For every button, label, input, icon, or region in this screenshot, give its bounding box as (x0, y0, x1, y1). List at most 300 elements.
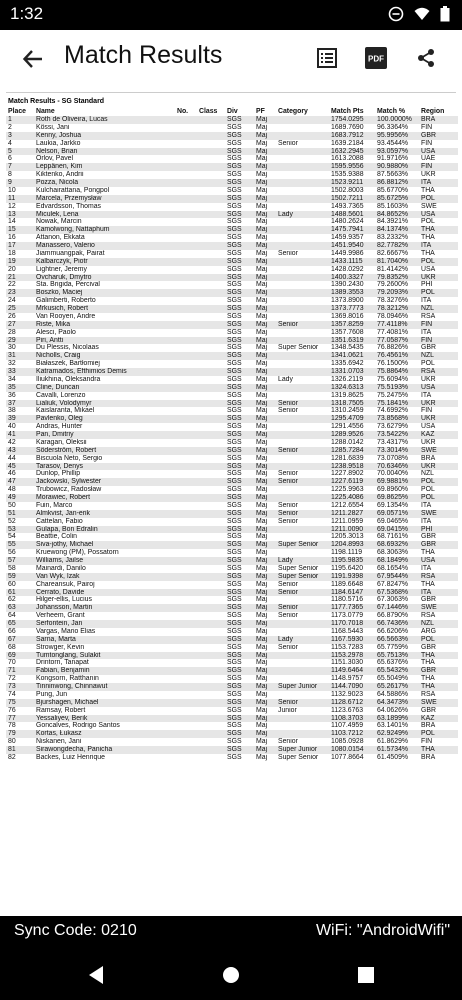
cell-match-pts: 1128.6712 (329, 699, 375, 707)
cell-class (197, 116, 225, 124)
cell-match-pct: 63.1401% (377, 722, 409, 730)
cell-no (175, 305, 197, 313)
cell-match-pts: 1480.2624 (331, 218, 364, 226)
cell-pf: Maj (254, 337, 276, 345)
cell-no (175, 486, 197, 494)
cell-match-pts: 1077.8664 (331, 753, 364, 761)
cell-region: THA (421, 675, 435, 683)
cell-match-pts: 1211.0959 (331, 517, 364, 525)
cell-match-pts: 1369.8016 (331, 312, 364, 320)
cell-no (175, 463, 197, 471)
cell-match-pts: 1153.7283 (331, 643, 364, 651)
cell-no (175, 470, 197, 478)
cell-div: SGS (227, 454, 242, 462)
cell-no (175, 116, 197, 124)
cell-match-pct: 78.3276% (377, 297, 409, 305)
table-row (6, 400, 458, 408)
cell-no (175, 313, 197, 321)
cell-name: Goncalves, Rodrigo Santos (36, 722, 120, 730)
cell-name: Hilger-ellis, Lucius (36, 596, 92, 604)
nav-back-button[interactable] (84, 963, 108, 987)
col-header-div: Div (227, 108, 238, 115)
cell-div: SGS (225, 510, 254, 518)
cell-no (175, 604, 197, 612)
share-button[interactable] (413, 45, 439, 71)
cell-name: Orlov, Pavel (36, 155, 74, 163)
page-edge-divider (6, 92, 456, 93)
table-row (6, 266, 458, 274)
col-header-match-pct: Match % (377, 108, 405, 115)
cell-div: SGS (227, 627, 242, 635)
cell-region: POL (421, 218, 435, 226)
cell-region: THA (419, 226, 458, 234)
cell-div: SGS (227, 580, 242, 588)
cell-no (175, 754, 197, 762)
cell-match-pct: 79.2093% (375, 289, 419, 297)
cell-div: SGS (225, 116, 254, 124)
table-row (6, 675, 458, 683)
cell-region: THA (419, 746, 458, 754)
cell-match-pts: 1319.8625 (331, 391, 364, 399)
cell-category (276, 242, 329, 250)
cell-region: ITA (421, 564, 432, 572)
cell-class (197, 447, 225, 455)
cell-match-pts: 1184.6147 (329, 589, 375, 597)
cell-place: 78 (8, 722, 16, 730)
cell-name: Jackowski, Sylwester (34, 478, 175, 486)
cell-no (175, 163, 197, 171)
cell-name: Miculek, Lena (34, 211, 175, 219)
table-row (6, 163, 458, 171)
cell-class (197, 218, 225, 226)
cell-match-pct: 67.3063% (377, 596, 409, 604)
cell-place: 50 (8, 501, 16, 509)
table-row (6, 352, 458, 360)
cell-pf: Maj (254, 305, 276, 313)
cell-place: 20 (8, 265, 16, 273)
cell-category (276, 715, 329, 723)
cell-region: USA (419, 148, 458, 156)
cell-match-pts: 1348.5435 (331, 344, 364, 352)
table-row (6, 691, 458, 699)
cell-match-pts: 1475.7941 (329, 226, 375, 234)
cell-div: SGS (227, 738, 242, 746)
cell-name: Karagan, Oleksii (36, 438, 87, 446)
cell-category (276, 148, 329, 156)
table-row (6, 329, 458, 337)
cell-match-pct: 69.0465% (377, 517, 409, 525)
cell-pf: Maj (256, 738, 268, 746)
cell-name: Mainardi, Danilo (36, 564, 86, 572)
table-row (6, 392, 458, 400)
cell-match-pct: 64.0626% (377, 706, 409, 714)
cell-name: Nicholls, Craig (34, 352, 175, 360)
table-row (6, 589, 458, 597)
table-row (6, 344, 458, 352)
cell-region: ITA (421, 328, 432, 336)
cell-category (276, 486, 329, 494)
cell-region: SWE (419, 699, 458, 707)
cell-match-pct: 75.2475% (377, 391, 409, 399)
cell-name: Kössi, Jani (36, 123, 70, 131)
cell-pf: Maj (256, 218, 268, 226)
cell-no (175, 289, 197, 297)
cell-pf: Maj (256, 659, 268, 667)
cell-category: Senior (278, 517, 298, 525)
cell-region: THA (421, 234, 435, 242)
table-row (6, 124, 458, 132)
cell-class (197, 407, 225, 415)
cell-place: 32 (8, 360, 16, 368)
cell-match-pct: 87.5663% (377, 171, 409, 179)
cell-name: Manassero, Valerio (34, 242, 175, 250)
cell-place: 67 (6, 636, 34, 644)
cell-match-pts: 1189.6648 (331, 580, 364, 588)
cell-div: SGS (227, 391, 242, 399)
col-header-match-pts: Match Pts (331, 108, 364, 115)
cell-pf: Maj (254, 636, 276, 644)
cell-no (175, 281, 197, 289)
cell-pf: Maj (256, 517, 268, 525)
cell-name: Nelson, Brian (34, 148, 175, 156)
cell-pf: Maj (254, 242, 276, 250)
cell-no (175, 439, 197, 447)
table-row (6, 187, 458, 195)
col-header-pf: PF (256, 108, 265, 115)
cell-match-pts: 1281.6839 (331, 454, 364, 462)
cell-no (175, 352, 197, 360)
table-row (6, 226, 458, 234)
table-row (6, 218, 458, 226)
cell-category (276, 258, 329, 266)
list-view-button[interactable] (314, 45, 340, 71)
col-header-category: Category (278, 108, 308, 115)
cell-match-pts: 1390.2430 (331, 281, 364, 289)
cell-category (276, 620, 329, 628)
cell-pf: Maj (254, 226, 276, 234)
cell-place: 59 (6, 573, 34, 581)
cell-region: RSA (421, 690, 436, 698)
cell-name: Marcela, Przemysław (34, 195, 175, 203)
cell-no (175, 589, 197, 597)
cell-pf: Maj (254, 258, 276, 266)
cell-no (175, 384, 197, 392)
cell-div: SGS (225, 289, 254, 297)
cell-pf: Maj (256, 753, 268, 761)
table-row (6, 659, 458, 667)
cell-pf: Maj (256, 312, 268, 320)
cell-place: 60 (8, 580, 16, 588)
cell-no (175, 274, 197, 282)
cell-div: SGS (225, 400, 254, 408)
cell-place: 9 (6, 179, 34, 187)
cell-region: ITA (419, 179, 458, 187)
cell-match-pct: 78.0946% (377, 312, 409, 320)
table-header-row (6, 107, 458, 116)
col-header-place: Place (8, 108, 27, 115)
cell-category: Lady (276, 211, 329, 219)
cell-pf: Maj (256, 155, 268, 163)
cell-name: Mrkusich, Robert (34, 305, 175, 313)
cell-match-pts: 1632.2945 (329, 148, 375, 156)
cell-place: 31 (6, 352, 34, 360)
cell-div: SGS (225, 337, 254, 345)
cell-div: SGS (225, 352, 254, 360)
cell-place: 35 (6, 384, 34, 392)
table-row (6, 722, 458, 730)
cell-class (197, 344, 225, 352)
table-row (6, 478, 458, 486)
cell-class (197, 533, 225, 541)
cell-pf: Maj (256, 297, 268, 305)
cell-match-pts: 1227.8902 (331, 470, 364, 478)
cell-pf: Maj (256, 470, 268, 478)
cell-category (276, 463, 329, 471)
cell-category (276, 116, 329, 124)
cell-match-pct: 67.9544% (375, 573, 419, 581)
cell-region: ITA (421, 391, 432, 399)
share-icon (416, 48, 436, 68)
cell-category (276, 549, 329, 557)
cell-place: 21 (6, 274, 34, 282)
table-row (6, 258, 458, 266)
cell-match-pct: 69.9881% (375, 478, 419, 486)
table-row (6, 297, 458, 305)
cell-region: THA (419, 683, 458, 691)
cell-match-pct: 61.5734% (375, 746, 419, 754)
cell-match-pct: 83.2332% (377, 234, 409, 242)
cell-pf: Maj (256, 486, 268, 494)
cell-region: PHI (421, 281, 433, 289)
cell-category: Senior (278, 580, 298, 588)
cell-pf: Maj (254, 415, 276, 423)
cell-class (197, 455, 225, 463)
cell-region: ITA (421, 297, 432, 305)
cell-div: SGS (225, 604, 254, 612)
cell-no (175, 218, 197, 226)
table-row (6, 203, 458, 211)
pdf-export-button[interactable] (363, 45, 389, 71)
cell-place: 58 (8, 564, 16, 572)
cell-region: GBR (421, 344, 436, 352)
cell-class (197, 368, 225, 376)
cell-place: 54 (8, 533, 16, 541)
cell-place: 53 (6, 526, 34, 534)
nav-recents-button[interactable] (354, 963, 378, 987)
cell-div: SGS (225, 368, 254, 376)
cell-place: 51 (6, 510, 34, 518)
cell-match-pts: 1613.2088 (331, 155, 364, 163)
cell-match-pts: 1341.0621 (329, 352, 375, 360)
nav-home-button[interactable] (219, 963, 243, 987)
cell-match-pts: 1132.9023 (331, 690, 364, 698)
cell-match-pts: 1180.5716 (331, 596, 364, 604)
cell-match-pts: 1523.9211 (329, 179, 375, 187)
cell-no (175, 415, 197, 423)
cell-place: 49 (6, 494, 34, 502)
cell-pf: Maj (254, 321, 276, 329)
cell-place: 44 (8, 454, 16, 462)
cell-match-pts: 1205.3013 (331, 533, 364, 541)
cell-name: Leppänen, Kim (34, 163, 175, 171)
cell-name: Alesci, Paolo (36, 328, 76, 336)
cell-match-pct: 73.0708% (377, 454, 409, 462)
cell-no (175, 715, 197, 723)
cell-place: 62 (8, 596, 16, 604)
cell-match-pts: 1149.6464 (329, 667, 375, 675)
cell-category (276, 667, 329, 675)
cell-region: NZL (419, 305, 458, 313)
cell-name: Kamolwong, Nattaphum (34, 226, 175, 234)
cell-pf: Maj (254, 368, 276, 376)
cell-div: SGS (227, 375, 242, 383)
cell-match-pct: 66.5663% (375, 636, 419, 644)
table-row (6, 140, 458, 148)
cell-class (197, 187, 225, 195)
cell-name: Gulapa, Bon Edralin (34, 526, 175, 534)
cell-match-pts: 1151.3030 (331, 659, 364, 667)
cell-match-pts: 1080.0154 (329, 746, 375, 754)
cell-place: 66 (8, 627, 16, 635)
cell-class (197, 652, 225, 660)
cell-no (175, 258, 197, 266)
cell-match-pct: 93.4544% (377, 139, 409, 147)
cell-div: SGS (227, 564, 242, 572)
cell-div: SGS (225, 211, 254, 219)
cell-match-pts: 1493.7365 (331, 202, 364, 210)
table-row (6, 557, 458, 565)
cell-place: 56 (8, 549, 16, 557)
cell-div: SGS (225, 415, 254, 423)
cell-region: NZL (419, 620, 458, 628)
cell-category: Junior (278, 706, 297, 714)
cell-class (197, 140, 225, 148)
cell-place: 33 (6, 368, 34, 376)
cell-region: ITA (421, 517, 432, 525)
cell-no (175, 329, 197, 337)
col-header-region: Region (421, 108, 445, 115)
cell-name: Fuin, Marco (36, 501, 73, 509)
cell-name: Nowak, Marcin (36, 218, 82, 226)
cell-div: SGS (227, 344, 242, 352)
table-row (6, 573, 458, 581)
app-bar (0, 30, 462, 88)
cell-match-pct: 65.5432% (375, 667, 419, 675)
cell-no (175, 266, 197, 274)
cell-no (175, 691, 197, 699)
cell-no (175, 738, 197, 746)
table-row (6, 242, 458, 250)
table-row (6, 652, 458, 660)
cell-category (276, 132, 329, 140)
cell-category: Super Junior (276, 683, 329, 691)
cell-category (276, 313, 329, 321)
cell-match-pct: 85.6725% (375, 195, 419, 203)
cell-match-pts: 1335.6942 (331, 360, 364, 368)
cell-class (197, 242, 225, 250)
table-row (6, 715, 458, 723)
cell-div: SGS (227, 470, 242, 478)
cell-category (276, 675, 329, 683)
table-row (6, 581, 458, 589)
cell-pf: Maj (254, 447, 276, 455)
cell-category (276, 187, 329, 195)
cell-class (197, 659, 225, 667)
cell-place: 41 (6, 431, 34, 439)
cell-category (276, 234, 329, 242)
cell-class (197, 211, 225, 219)
cell-match-pct: 77.0587% (375, 337, 419, 345)
cell-match-pct: 82.6667% (377, 249, 409, 257)
status-icons (388, 6, 450, 27)
cell-pf: Maj (254, 730, 276, 738)
cell-category (276, 691, 329, 699)
cell-region: GBR (419, 132, 458, 140)
table-row (6, 321, 458, 329)
cell-match-pct: 67.8247% (377, 580, 409, 588)
cell-place: 71 (6, 667, 34, 675)
cell-pf: Maj (254, 179, 276, 187)
cell-match-pct: 75.8864% (375, 368, 419, 376)
cell-div: SGS (227, 281, 242, 289)
cell-no (175, 179, 197, 187)
cell-category: Senior (278, 738, 298, 746)
cell-class (197, 565, 225, 573)
cell-class (197, 518, 225, 526)
cell-category (276, 596, 329, 604)
back-button[interactable] (18, 44, 48, 74)
cell-no (175, 557, 197, 565)
table-row (6, 274, 458, 282)
cell-match-pct: 84.8652% (375, 211, 419, 219)
cell-place: 28 (8, 328, 16, 336)
cell-region: UKR (419, 463, 458, 471)
cell-match-pct: 68.1654% (377, 564, 409, 572)
cell-match-pts: 1204.8993 (329, 541, 375, 549)
cell-name: Niskanen, Jani (36, 738, 82, 746)
cell-class (197, 510, 225, 518)
cell-no (175, 573, 197, 581)
cell-match-pct: 90.9880% (375, 163, 419, 171)
cell-div: SGS (225, 526, 254, 534)
cell-category (276, 415, 329, 423)
cell-no (175, 132, 197, 140)
do-not-disturb-icon (388, 6, 404, 27)
cell-no (175, 644, 197, 652)
cell-no (175, 140, 197, 148)
cell-region: GBR (419, 667, 458, 675)
cell-match-pts: 1289.9526 (329, 431, 375, 439)
cell-div: SGS (227, 753, 242, 761)
cell-name: Johansson, Martin (34, 604, 175, 612)
table-row (6, 368, 458, 376)
cell-name: Morawiec, Robert (34, 494, 175, 502)
cell-category: Senior (276, 699, 329, 707)
cell-name: Piri, Antti (34, 337, 175, 345)
cell-region: FIN (421, 139, 433, 147)
cell-div: SGS (227, 234, 242, 242)
cell-div: SGS (227, 643, 242, 651)
cell-no (175, 407, 197, 415)
cell-match-pct: 78.3212% (375, 305, 419, 313)
cell-class (197, 132, 225, 140)
results-document[interactable] (0, 88, 462, 916)
cell-place: 46 (8, 470, 16, 478)
cell-region: POL (419, 636, 458, 644)
table-row (6, 518, 458, 526)
cell-match-pct: 84.3921% (377, 218, 409, 226)
table-row (6, 289, 458, 297)
